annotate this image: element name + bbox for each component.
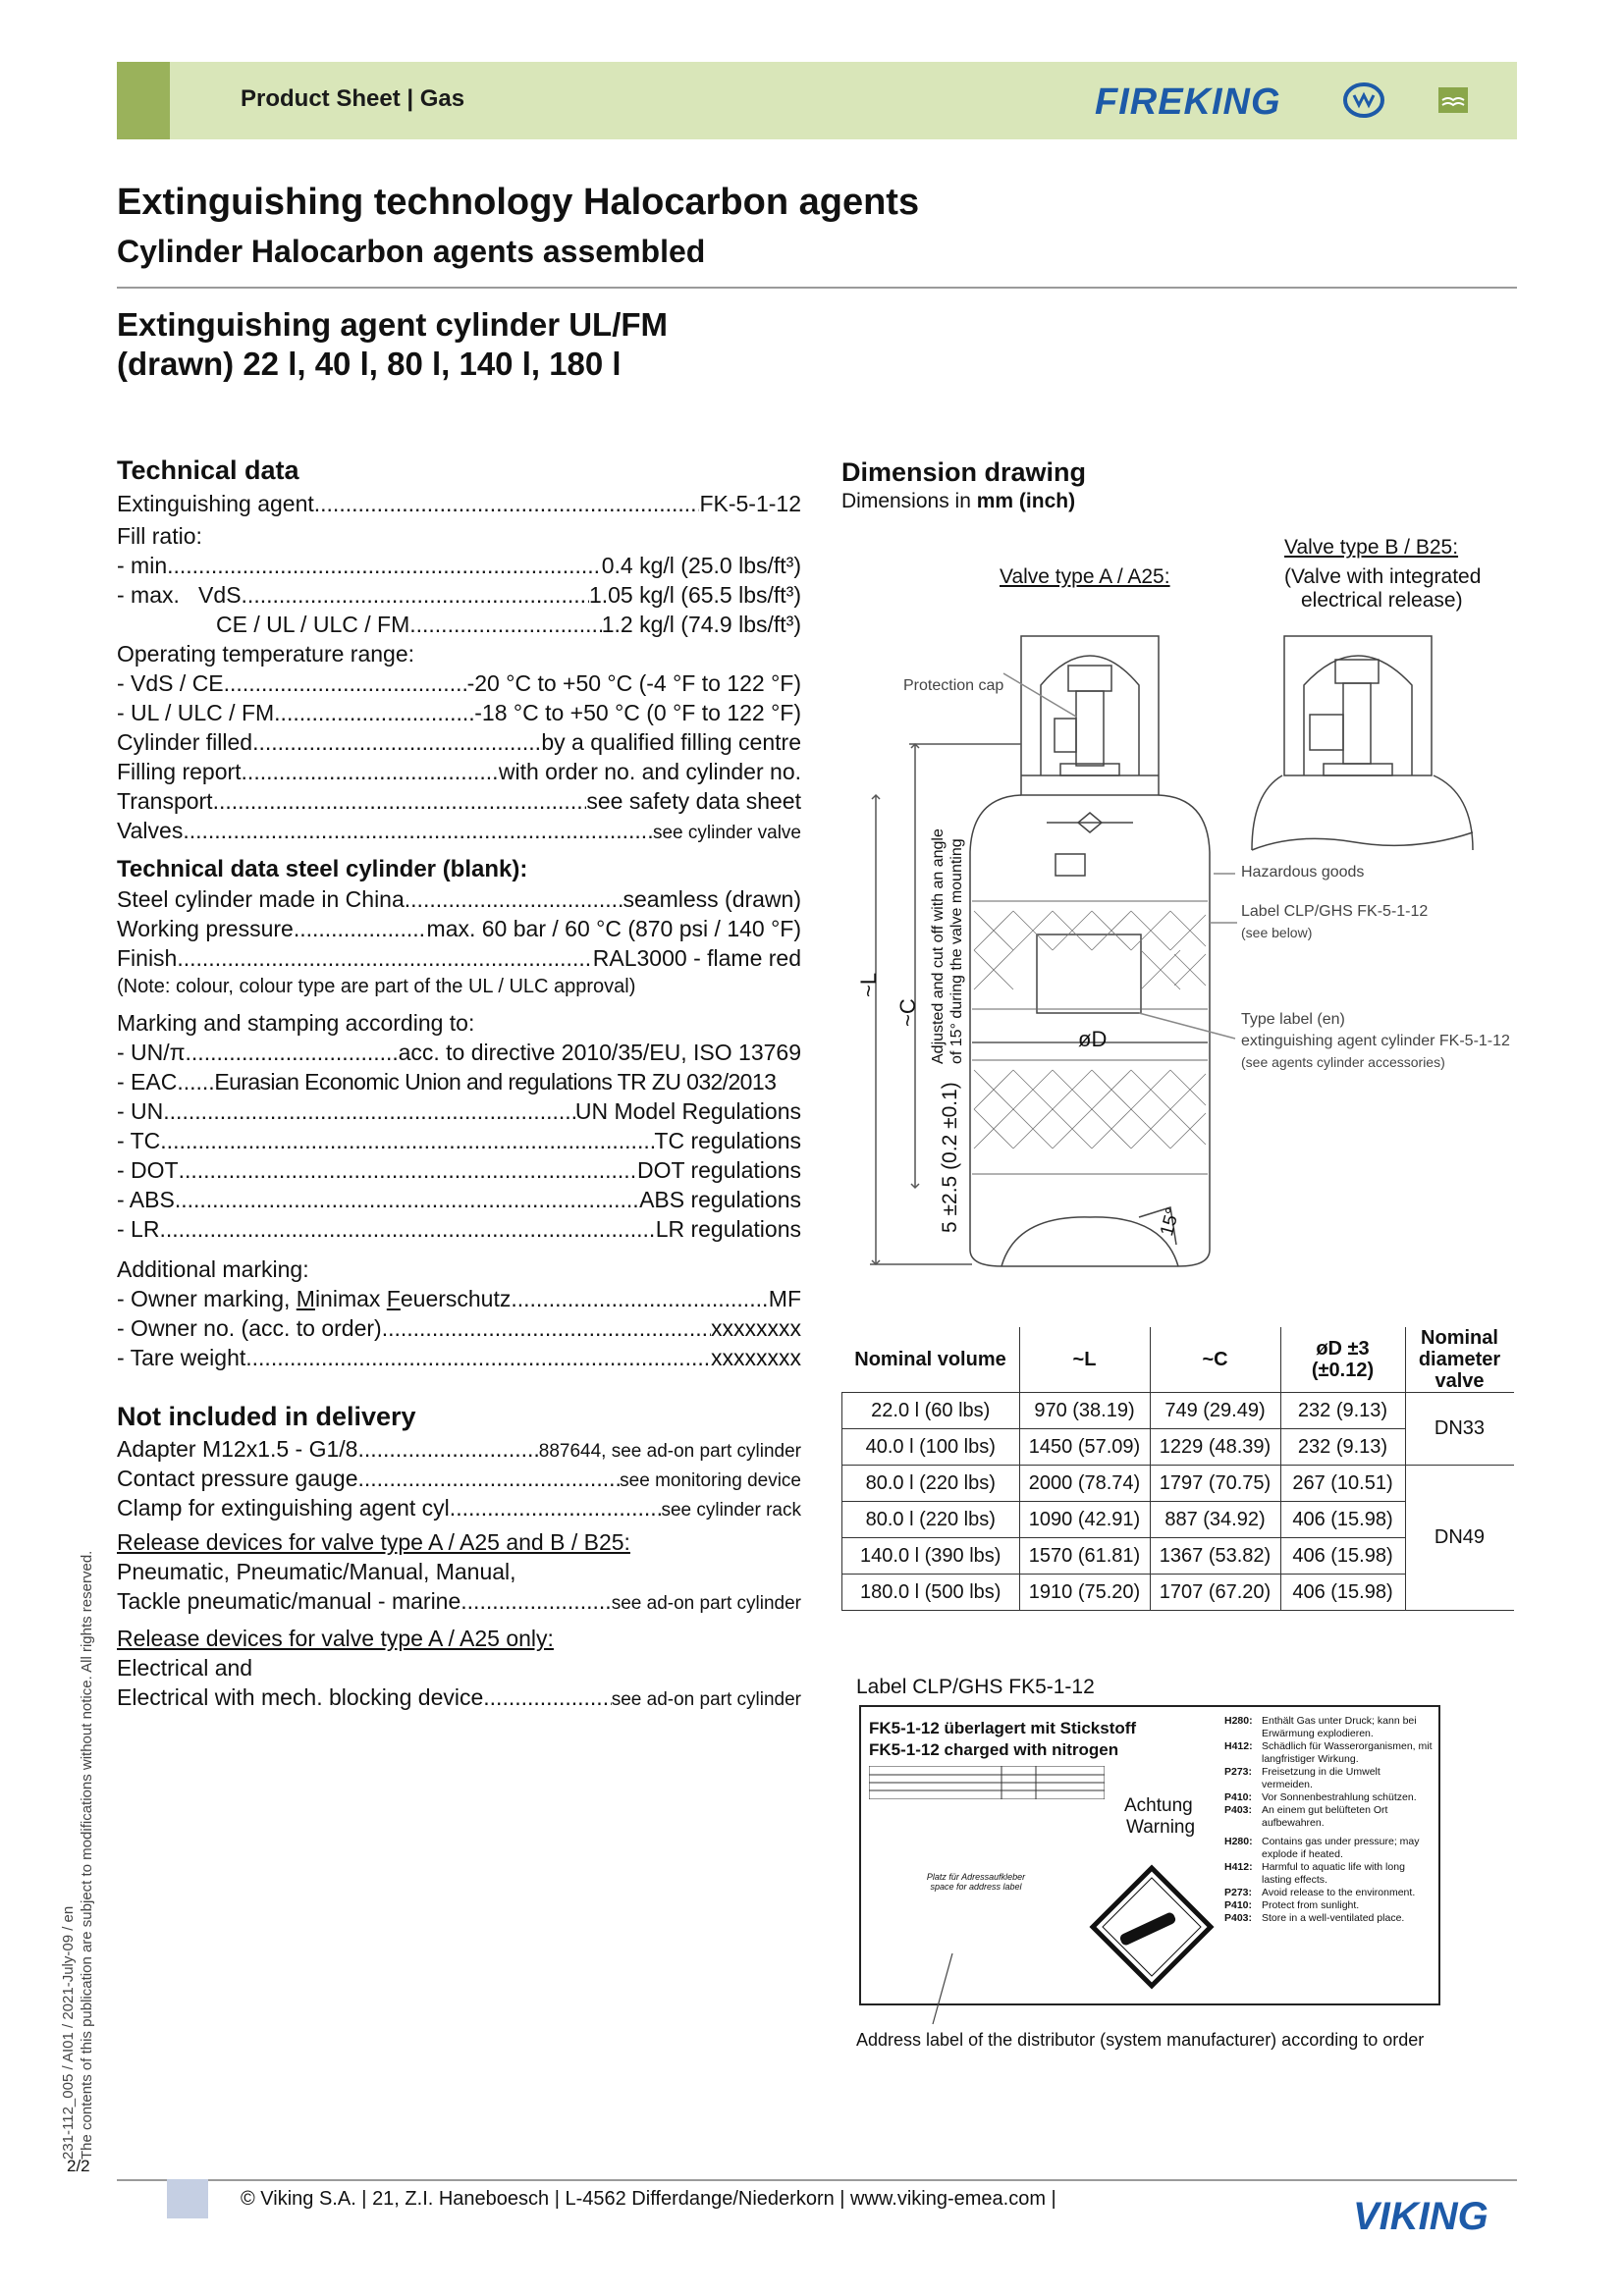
fill-ratio-label: Fill ratio: (117, 523, 202, 549)
book-icon (1438, 87, 1468, 113)
side-disclaimer (59, 1551, 96, 2160)
not-included-row-clamp: Clamp for extinguishing agent cyl. ..... see cylinder rack (117, 1495, 801, 1522)
marking-row-dot: - DOT ..... DOT regulations (117, 1157, 801, 1184)
valve-dn33: DN33 (1405, 1393, 1514, 1466)
dimension-heading: Dimension drawing (841, 457, 1087, 487)
valve-b-note-1: (Valve with integrated (1284, 565, 1482, 588)
hazard-statement: H412: Schädlich für Wasserorganismen, mit langfristiger Wirkung. (1224, 1740, 1433, 1765)
spec-row-max: - max. VdS ..... 1.05 kg/l (65.5 lbs/ft³) (117, 582, 801, 609)
spec-row-filled: Cylinder filled ..... by a qualified filling centre (117, 729, 801, 756)
type-label-callout-3: (see agents cylinder accessories) (1241, 1054, 1445, 1070)
not-included-row-gauge: Contact pressure gauge ..... see monitoring device (117, 1466, 801, 1492)
hazard-statement: P273: Freisetzung in die Umwelt vermeiden. (1224, 1766, 1380, 1790)
spec-row-agent: Extinguishing agent ..... FK-5-1-12 (117, 491, 801, 517)
table-header-valve: Nominal diameter valve (1405, 1327, 1514, 1393)
release-a-row-elecmech: Electrical with mech. blocking device ..... see ad-on part cylinder (117, 1684, 801, 1711)
release-a-heading: Release devices for valve type A / A25 only: (117, 1626, 554, 1651)
hazard-statement: H280: Enthält Gas unter Druck; kann bei Erwärmung explodieren. (1224, 1715, 1417, 1739)
valve-dn49: DN49 (1405, 1466, 1514, 1611)
spec-row-transport: Transport ..... see safety data sheet (117, 788, 801, 815)
product-title-line1: Extinguishing agent cylinder UL/FM (117, 306, 669, 343)
valve-b-label: Valve type B / B25: (1284, 536, 1459, 559)
crown-emblem-icon (1343, 81, 1384, 119)
type-label-callout-2: extinguishing agent cylinder FK-5-1-12 (1241, 1033, 1510, 1049)
page-number: 2/2 (67, 2157, 90, 2175)
page-title: Extinguishing technology Halocarbon agents (117, 182, 920, 223)
clp-label-title: Label CLP/GHS FK5-1-12 (856, 1676, 1095, 1698)
table-header-d: øD ±3 (±0.12) (1280, 1327, 1405, 1393)
header-accent (117, 62, 170, 139)
disclaimer-text: The contents of this publication are subject to modifications without notice. All rights reserved. (79, 1550, 95, 2160)
hazard-statement: H412: Harmful to aquatic life with long lasting effects. (1224, 1861, 1405, 1886)
footer-accent (167, 2179, 208, 2218)
valve-a-label: Valve type A / A25: (1000, 565, 1170, 588)
table-row: 40.0 l (100 lbs) 1450 (57.09) 1229 (48.39) 232 (9.13) (842, 1429, 1514, 1466)
dim-l-label: ~L (856, 972, 881, 997)
temp-label: Operating temperature range: (117, 641, 415, 667)
release-a-electrical: Electrical and (117, 1655, 253, 1681)
table-row: 140.0 l (390 lbs) 1570 (61.81) 1367 (53.82) 406 (15.98) (842, 1538, 1514, 1575)
dim-c-label: ~C (895, 998, 920, 1027)
table-row: 80.0 l (220 lbs) 2000 (78.74) 1797 (70.75) 267 (10.51) DN49 (842, 1466, 1514, 1502)
additional-heading: Additional marking: (117, 1256, 309, 1282)
clp-line-de: FK5-1-12 überlagert mit Stickstoff (869, 1719, 1137, 1737)
label-clp-callout: Label CLP/GHS FK-5-1-12 (1241, 903, 1429, 920)
footer-divider (117, 2179, 1517, 2181)
angle-label: 15° (1157, 1205, 1184, 1239)
angle-note-2: of 15° during the valve mounting (948, 838, 965, 1064)
clp-line-en: FK5-1-12 charged with nitrogen (869, 1740, 1119, 1759)
marking-row-lr: - LR ..... LR regulations (117, 1216, 801, 1243)
footer-address: © Viking S.A. | 21, Z.I. Haneboesch | L-4562 Differdange/Niederkorn | www.viking-emea.com | (241, 2188, 1056, 2210)
spec-row-ul: - UL / ULC / FM ..... -18 °C to +50 °C (0 °F to 122 °F) (117, 700, 801, 726)
spec-row-vds: - VdS / CE ..... -20 °C to +50 °C (-4 °F to 122 °F) (117, 670, 801, 697)
marking-row-unpi: - UN/π ..... acc. to directive 2010/35/EU, ISO 13769 (117, 1040, 801, 1066)
hazard-statement: P403: Store in a well-ventilated place. (1224, 1912, 1405, 1924)
hazard-statement: P403: An einem gut belüfteten Ort aufbewahren. (1224, 1804, 1388, 1829)
hazard-statement: P410: Protect from sunlight. (1224, 1899, 1360, 1911)
technical-heading: Technical data (117, 455, 299, 485)
table-header-l: ~L (1019, 1327, 1150, 1393)
hazard-statement: H280: Contains gas under pressure; may explode if heated. (1224, 1836, 1420, 1860)
steel-heading: Technical data steel cylinder (blank): (117, 856, 528, 882)
clp-composition-table (869, 1766, 1105, 1799)
release-ab-heading: Release devices for valve type A / A25 and B / B25: (117, 1529, 630, 1555)
marking-row-un: - UN ..... UN Model Regulations (117, 1098, 801, 1125)
footer-logo: VIKING (1353, 2195, 1489, 2238)
protection-cap-label: Protection cap (903, 677, 1004, 694)
marking-row-eac: - EAC ..... Eurasian Economic Union and regulations TR ZU 032/2013 (117, 1069, 801, 1095)
spec-row-min: - min. ..... 0.4 kg/l (25.0 lbs/ft³) (117, 553, 801, 579)
address-space: Platz für Adressaufkleber space for address label (926, 1872, 1026, 1892)
hazard-statements (1224, 1715, 1433, 1925)
product-title-line2: (drawn) 22 l, 40 l, 80 l, 140 l, 180 l (117, 346, 622, 382)
angle-note-1: Adjusted and cut off with an angle (930, 828, 947, 1064)
table-header-volume: Nominal volume (842, 1327, 1020, 1393)
address-leader-line (923, 1953, 962, 2026)
table-row: 80.0 l (220 lbs) 1090 (42.91) 887 (34.92) 406 (15.98) (842, 1502, 1514, 1538)
see-below-callout: (see below) (1241, 925, 1313, 940)
dimension-subheading: Dimensions in mm (inch) (841, 490, 1076, 512)
type-label-callout: Type label (en) (1241, 1011, 1345, 1028)
steel-note: (Note: colour, colour type are part of the UL / ULC approval) (117, 976, 636, 997)
address-note: Address label of the distributor (system manufacturer) according to order (856, 2030, 1425, 2050)
steel-row-made: Steel cylinder made in China ..... seamless (drawn) (117, 886, 801, 913)
warning-en: Warning (1126, 1817, 1196, 1838)
release-ab-row-tackle: Tackle pneumatic/manual - marine ..... see ad-on part cylinder (117, 1588, 801, 1615)
steel-row-pressure: Working pressure ..... max. 60 bar / 60 °C (870 psi / 140 °F) (117, 916, 801, 942)
additional-row-ownerno: - Owner no. (acc. to order) ..... xxxxxxxx (117, 1315, 801, 1342)
table-row: 180.0 l (500 lbs) 1910 (75.20) 1707 (67.20) 406 (15.98) (842, 1575, 1514, 1611)
doc-id: 231-112_005 / AI01 / 2021-July-09 / en (60, 1905, 77, 2160)
brand-logo: FIREKING (1095, 81, 1281, 123)
valve-b-note-2: electrical release) (1301, 589, 1463, 612)
header-label: Product Sheet | Gas (241, 85, 465, 112)
hazard-statement: P410: Vor Sonnenbestrahlung schützen. (1224, 1791, 1417, 1803)
table-row: 22.0 l (60 lbs) 970 (38.19) 749 (29.49) 232 (9.13) DN33 (842, 1393, 1514, 1429)
additional-row-owner: - Owner marking, Minimax Feuerschutz ..... MF (117, 1286, 801, 1312)
not-included-row-adapter: Adapter M12x1.5 - G1/8 ..... 887644, see ad-on part cylinder (117, 1436, 801, 1463)
release-ab-line1: Pneumatic, Pneumatic/Manual, Manual, (117, 1559, 516, 1584)
hazardous-label: Hazardous goods (1241, 864, 1365, 881)
gas-cylinder-hazard-icon (1089, 1864, 1215, 1990)
dim-d-label: øD (1078, 1027, 1108, 1051)
bottom-dim-label: 5 ±2.5 (0.2 ±0.1) (939, 1082, 961, 1233)
page-subtitle: Cylinder Halocarbon agents assembled (117, 234, 706, 269)
spec-row-report: Filling report ..... with order no. and cylinder no. (117, 759, 801, 785)
not-included-heading: Not included in delivery (117, 1402, 416, 1431)
spec-row-ce: CE / UL / ULC / FM ..... 1.2 kg/l (74.9 lbs/ft³) (216, 612, 801, 638)
warning-de: Achtung (1124, 1795, 1193, 1816)
marking-row-tc: - TC ..... TC regulations (117, 1128, 801, 1154)
dimension-table (841, 1327, 1514, 1611)
table-header-c: ~C (1150, 1327, 1280, 1393)
steel-row-finish: Finish ..... RAL3000 - flame red (117, 945, 801, 972)
marking-heading: Marking and stamping according to: (117, 1010, 475, 1036)
title-divider (117, 287, 1517, 289)
additional-row-tare: - Tare weight ..... xxxxxxxx (117, 1345, 801, 1371)
spec-row-valves: Valves ..... see cylinder valve (117, 818, 801, 844)
marking-row-abs: - ABS ..... ABS regulations (117, 1187, 801, 1213)
hazard-statement: P273: Avoid release to the environment. (1224, 1887, 1416, 1898)
